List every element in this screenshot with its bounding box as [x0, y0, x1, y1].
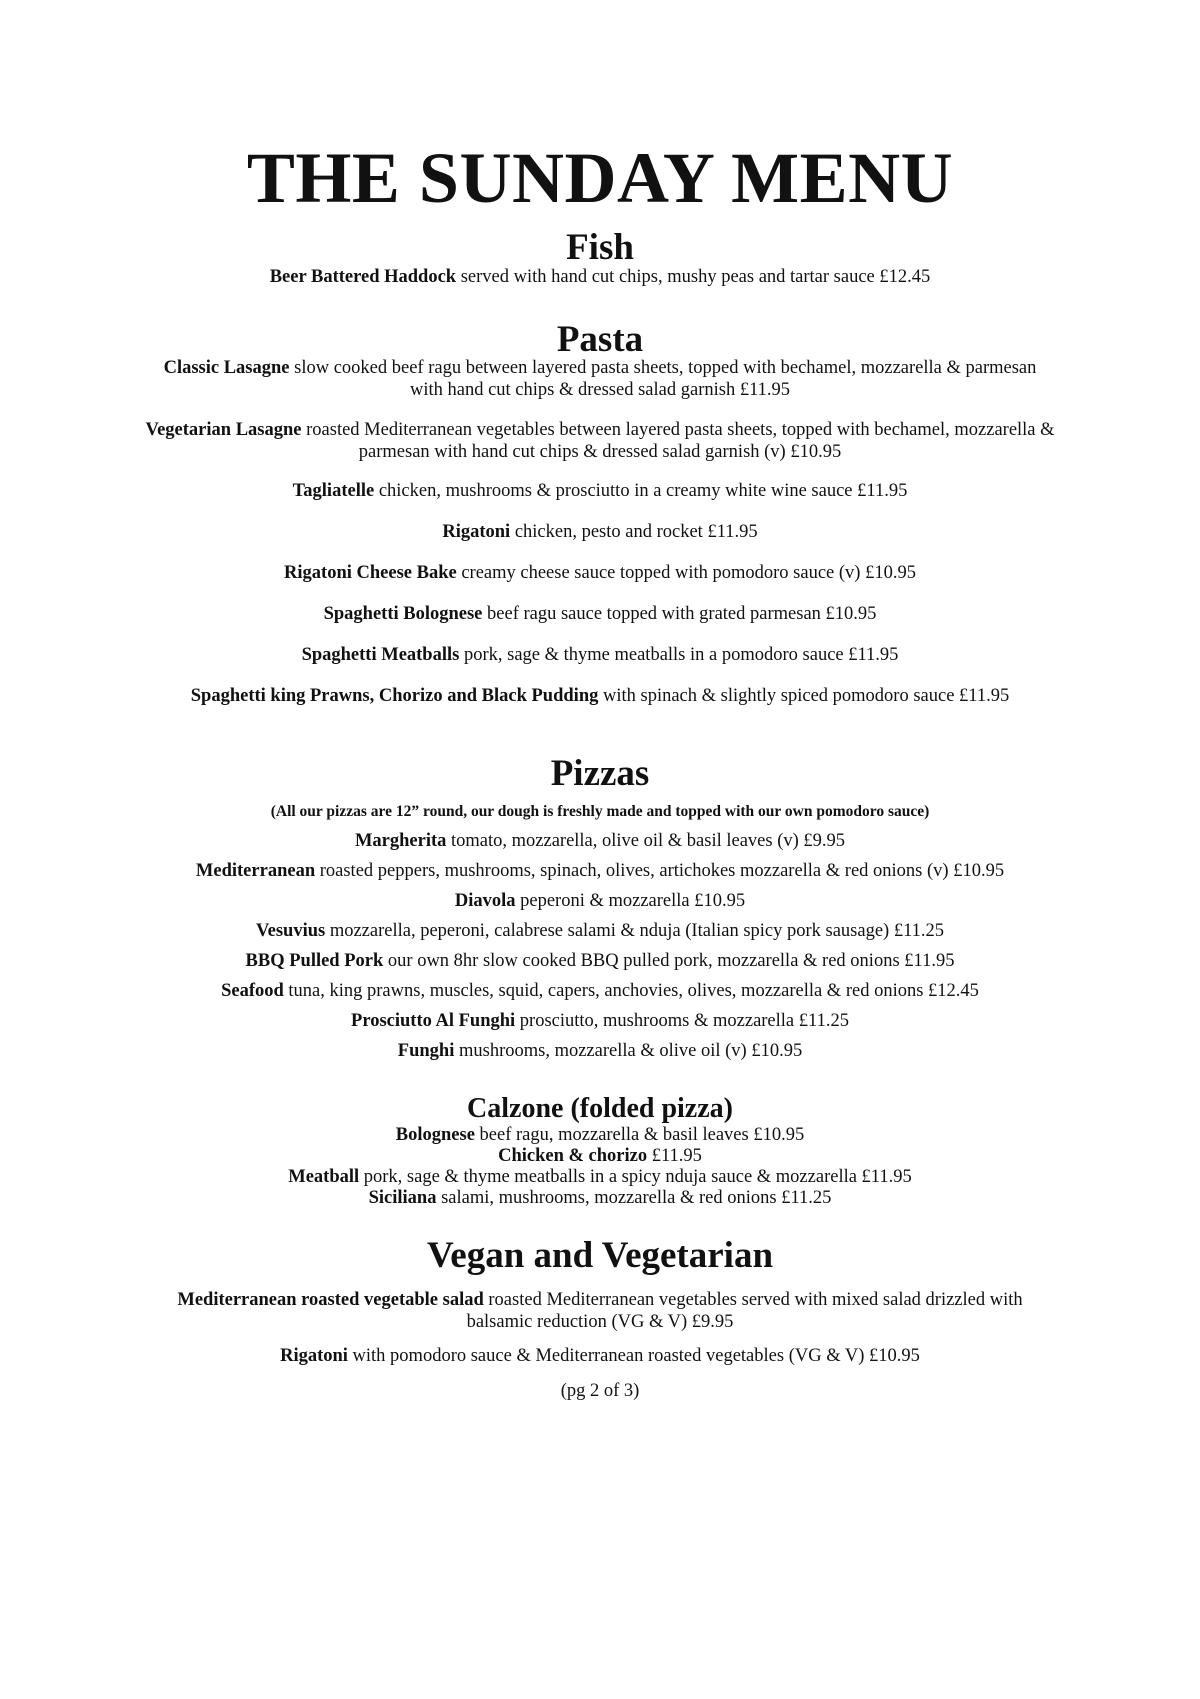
menu-item	[0, 1166, 1200, 1188]
item-description: tuna, king prawns, muscles, squid, capers, anchovies, olives, mozzarella & red onions £12.45	[283, 981, 979, 1001]
item-description: pork, sage & thyme meatballs in a pomodoro sauce £11.95	[459, 645, 899, 665]
item-name: Diavola	[454, 891, 516, 911]
item-name: Mediterranean roasted vegetable salad	[177, 1290, 484, 1310]
menu-item	[0, 1345, 1200, 1367]
menu-item	[0, 860, 1200, 882]
menu-item	[0, 685, 1200, 707]
item-description: £11.95	[647, 1146, 702, 1166]
menu-item	[0, 830, 1200, 852]
pizza-note: (All our pizzas are 12” round, our dough is freshly made and topped with our own pomodoro sauce)	[270, 803, 930, 820]
item-description: pork, sage & thyme meatballs in a spicy nduja sauce & mozzarella £11.95	[359, 1167, 912, 1187]
section-heading-pasta: Pasta	[556, 319, 644, 360]
item-description: chicken, mushrooms & prosciutto in a creamy white wine sauce £11.95	[374, 481, 908, 501]
item-description: with pomodoro sauce & Mediterranean roasted vegetables (VG & V) £10.95	[347, 1346, 920, 1366]
item-name: Bolognese	[395, 1125, 475, 1145]
menu-item	[0, 1187, 1200, 1209]
menu-item	[0, 603, 1200, 625]
menu-item	[0, 1145, 1200, 1167]
item-description: with spinach & slightly spiced pomodoro sauce £11.95	[598, 686, 1010, 706]
item-description: peperoni & mozzarella £10.95	[515, 891, 746, 911]
menu-item	[0, 266, 1200, 288]
item-name: Rigatoni	[442, 522, 511, 542]
item-name: Siciliana	[368, 1188, 437, 1208]
item-name: Tagliatelle	[292, 481, 375, 501]
item-name: Rigatoni	[280, 1346, 348, 1366]
item-name: Margherita	[354, 831, 447, 851]
menu-item	[145, 1289, 1055, 1333]
section-heading-calzone: Calzone (folded pizza)	[467, 1093, 733, 1124]
menu-item	[0, 950, 1200, 972]
menu-item	[0, 890, 1200, 912]
menu-item	[0, 521, 1200, 543]
item-name: Spaghetti Meatballs	[301, 645, 460, 665]
item-description: our own 8hr slow cooked BBQ pulled pork, mozzarella & red onions £11.95	[383, 951, 955, 971]
item-description: beef ragu, mozzarella & basil leaves £10.95	[474, 1125, 805, 1145]
menu-item	[145, 357, 1055, 401]
item-description: mozzarella, peperoni, calabrese salami & nduja (Italian spicy pork sausage) £11.25	[325, 921, 945, 941]
item-name: Mediterranean	[195, 861, 316, 881]
item-description: served with hand cut chips, mushy peas and tartar sauce £12.45	[456, 267, 931, 287]
item-description: slow cooked beef ragu between layered pasta sheets, topped with bechamel, mozzarella & parmesan with hand cut chips & dressed salad garnish £11.95	[289, 358, 1037, 400]
section-heading-pizzas: Pizzas	[550, 753, 650, 794]
menu-item	[0, 920, 1200, 942]
item-name: Meatball	[288, 1167, 360, 1187]
item-name: Beer Battered Haddock	[269, 267, 457, 287]
menu-item	[145, 419, 1055, 463]
menu-item	[0, 644, 1200, 666]
item-description: salami, mushrooms, mozzarella & red onions £11.25	[436, 1188, 832, 1208]
item-name: Rigatoni Cheese Bake	[284, 563, 457, 583]
item-name: Prosciutto Al Funghi	[351, 1011, 516, 1031]
item-description: prosciutto, mushrooms & mozzarella £11.25	[515, 1011, 849, 1031]
menu-item	[0, 1040, 1200, 1062]
menu-item	[0, 1124, 1200, 1146]
item-name: Chicken & chorizo	[498, 1146, 648, 1166]
item-name: Spaghetti Bolognese	[323, 604, 483, 624]
item-name: Classic Lasagne	[163, 358, 290, 378]
item-description: roasted Mediterranean vegetables served with mixed salad drizzled with balsamic reduction (VG & V) £9.95	[466, 1290, 1023, 1332]
item-description: creamy cheese sauce topped with pomodoro sauce (v) £10.95	[456, 563, 916, 583]
item-name: Vesuvius	[255, 921, 326, 941]
section-heading-fish: Fish	[566, 227, 634, 268]
item-description: roasted Mediterranean vegetables between layered pasta sheets, topped with bechamel, mozzarella & parmesan with hand cut chips & dressed salad garnish (v) £10.95	[301, 420, 1055, 462]
item-description: beef ragu sauce topped with grated parmesan £10.95	[482, 604, 877, 624]
item-name: Vegetarian Lasagne	[145, 420, 302, 440]
item-name: Seafood	[221, 981, 284, 1001]
menu-item	[0, 480, 1200, 502]
item-description: chicken, pesto and rocket £11.95	[510, 522, 758, 542]
page-number: (pg 2 of 3)	[560, 1381, 640, 1401]
menu-item	[0, 562, 1200, 584]
item-description: mushrooms, mozzarella & olive oil (v) £10.95	[454, 1041, 803, 1061]
item-description: tomato, mozzarella, olive oil & basil leaves (v) £9.95	[446, 831, 846, 851]
item-name: BBQ Pulled Pork	[245, 951, 384, 971]
item-name: Funghi	[397, 1041, 455, 1061]
item-description: roasted peppers, mushrooms, spinach, olives, artichokes mozzarella & red onions (v) £10.95	[315, 861, 1005, 881]
menu-item	[0, 1010, 1200, 1032]
item-name: Spaghetti king Prawns, Chorizo and Black Pudding	[190, 686, 599, 706]
menu-item	[0, 980, 1200, 1002]
section-heading-vegan: Vegan and Vegetarian	[426, 1235, 774, 1276]
menu-title: THE SUNDAY MENU	[246, 138, 954, 218]
